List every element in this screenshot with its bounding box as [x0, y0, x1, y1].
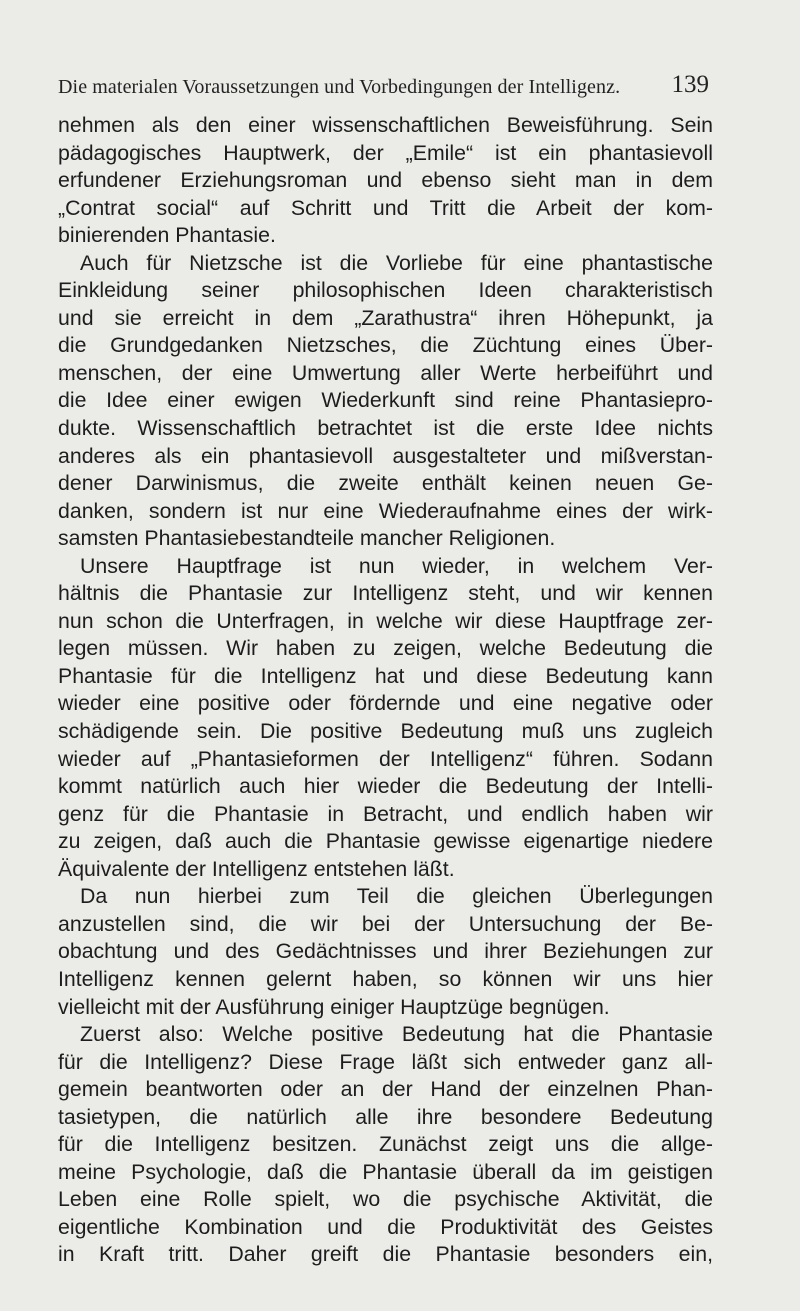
text-line: samsten Phantasiebestandteile mancher Religionen.: [58, 526, 556, 551]
text-line: gemein beantworten oder an der Hand der einzelnen Phan-: [58, 1077, 713, 1102]
text-line: pädagogisches Hauptwerk, der „Emile“ ist ein phantasievoll: [58, 140, 713, 165]
text-line: hältnis die Phantasie zur Intelligenz steht, und wir kennen: [58, 581, 713, 606]
text-line: obachtung und des Gedächtnisses und ihrer Beziehungen zur: [58, 939, 713, 964]
text-line: dener Darwinismus, die zweite enthält keinen neuen Ge-: [58, 471, 713, 496]
text-line: dukte. Wissenschaftlich betrachtet ist die erste Idee nichts: [58, 416, 713, 441]
text-line: meine Psychologie, daß die Phantasie überall da im geistigen: [58, 1159, 713, 1184]
text-line: genz für die Phantasie in Betracht, und endlich haben wir: [58, 801, 713, 826]
text-line: zu zeigen, daß auch die Phantasie gewisse eigenartige niedere: [58, 829, 713, 854]
text-line: vielleicht mit der Ausführung einiger Hauptzüge begnügen.: [58, 994, 610, 1019]
text-line: Da nun hierbei zum Teil die gleichen Überlegungen: [80, 884, 713, 909]
running-head: [58, 76, 718, 99]
body-text: [58, 112, 713, 1269]
running-head-title: Die materialen Voraussetzungen und Vorbedingungen der Intelligenz.: [58, 76, 621, 98]
text-line: Einkleidung seiner philosophischen Ideen charakteristisch: [58, 278, 713, 303]
text-line: menschen, der eine Umwertung aller Werte herbeiführt und: [58, 360, 713, 385]
text-line: Unsere Hauptfrage ist nun wieder, in welchem Ver-: [80, 553, 713, 578]
text-line: „Contrat social“ auf Schritt und Tritt die Arbeit der kom-: [58, 195, 713, 220]
text-line: eigentliche Kombination und die Produktivität des Geistes: [58, 1214, 713, 1239]
text-line: nehmen als den einer wissenschaftlichen Beweisführung. Sein: [58, 113, 713, 137]
text-line: anzustellen sind, die wir bei der Untersuchung der Be-: [58, 911, 713, 936]
text-line: anderes als ein phantasievoll ausgestalteter und mißverstan-: [58, 443, 713, 468]
text-line: binierenden Phantasie.: [58, 223, 276, 248]
text-line: Zuerst also: Welche positive Bedeutung hat die Phantasie: [80, 1022, 713, 1047]
text-line: Phantasie für die Intelligenz hat und diese Bedeutung kann: [58, 663, 713, 688]
text-line: die Grundgedanken Nietzsches, die Züchtung eines Über-: [58, 333, 713, 358]
text-line: für die Intelligenz besitzen. Zunächst zeigt uns die allge-: [58, 1132, 713, 1157]
text-line: in Kraft tritt. Daher greift die Phantasie besonders ein,: [58, 1242, 713, 1267]
text-line: Äquivalente der Intelligenz entstehen läßt.: [58, 856, 455, 881]
text-line: Intelligenz kennen gelernt haben, so können wir uns hier: [58, 966, 713, 991]
text-line: erfundener Erziehungsroman und ebenso sieht man in dem: [58, 168, 713, 193]
text-line: für die Intelligenz? Diese Frage läßt sich entweder ganz all-: [58, 1049, 713, 1074]
text-line: wieder eine positive oder fördernde und eine negative oder: [58, 691, 713, 716]
text-line: schädigende sein. Die positive Bedeutung muß uns zugleich: [58, 719, 713, 744]
text-line: wieder auf „Phantasieformen der Intelligenz“ führen. Sodann: [58, 746, 713, 771]
text-line: legen müssen. Wir haben zu zeigen, welche Bedeutung die: [58, 636, 713, 661]
text-line: tasietypen, die natürlich alle ihre besondere Bedeutung: [58, 1104, 713, 1129]
text-line: nun schon die Unterfragen, in welche wir diese Hauptfrage zer-: [58, 608, 713, 633]
text-line: kommt natürlich auch hier wieder die Bedeutung der Intelli-: [58, 774, 713, 799]
text-line: Auch für Nietzsche ist die Vorliebe für eine phantastische: [80, 250, 713, 275]
text-line: Leben eine Rolle spielt, wo die psychische Aktivität, die: [58, 1187, 713, 1212]
text-line: und sie erreicht in dem „Zarathustra“ ihren Höhepunkt, ja: [58, 305, 713, 330]
page-number: 139: [671, 71, 709, 98]
text-line: danken, sondern ist nur eine Wiederaufnahme eines der wirk-: [58, 498, 713, 523]
text-line: die Idee einer ewigen Wiederkunft sind reine Phantasiepro-: [58, 388, 713, 413]
